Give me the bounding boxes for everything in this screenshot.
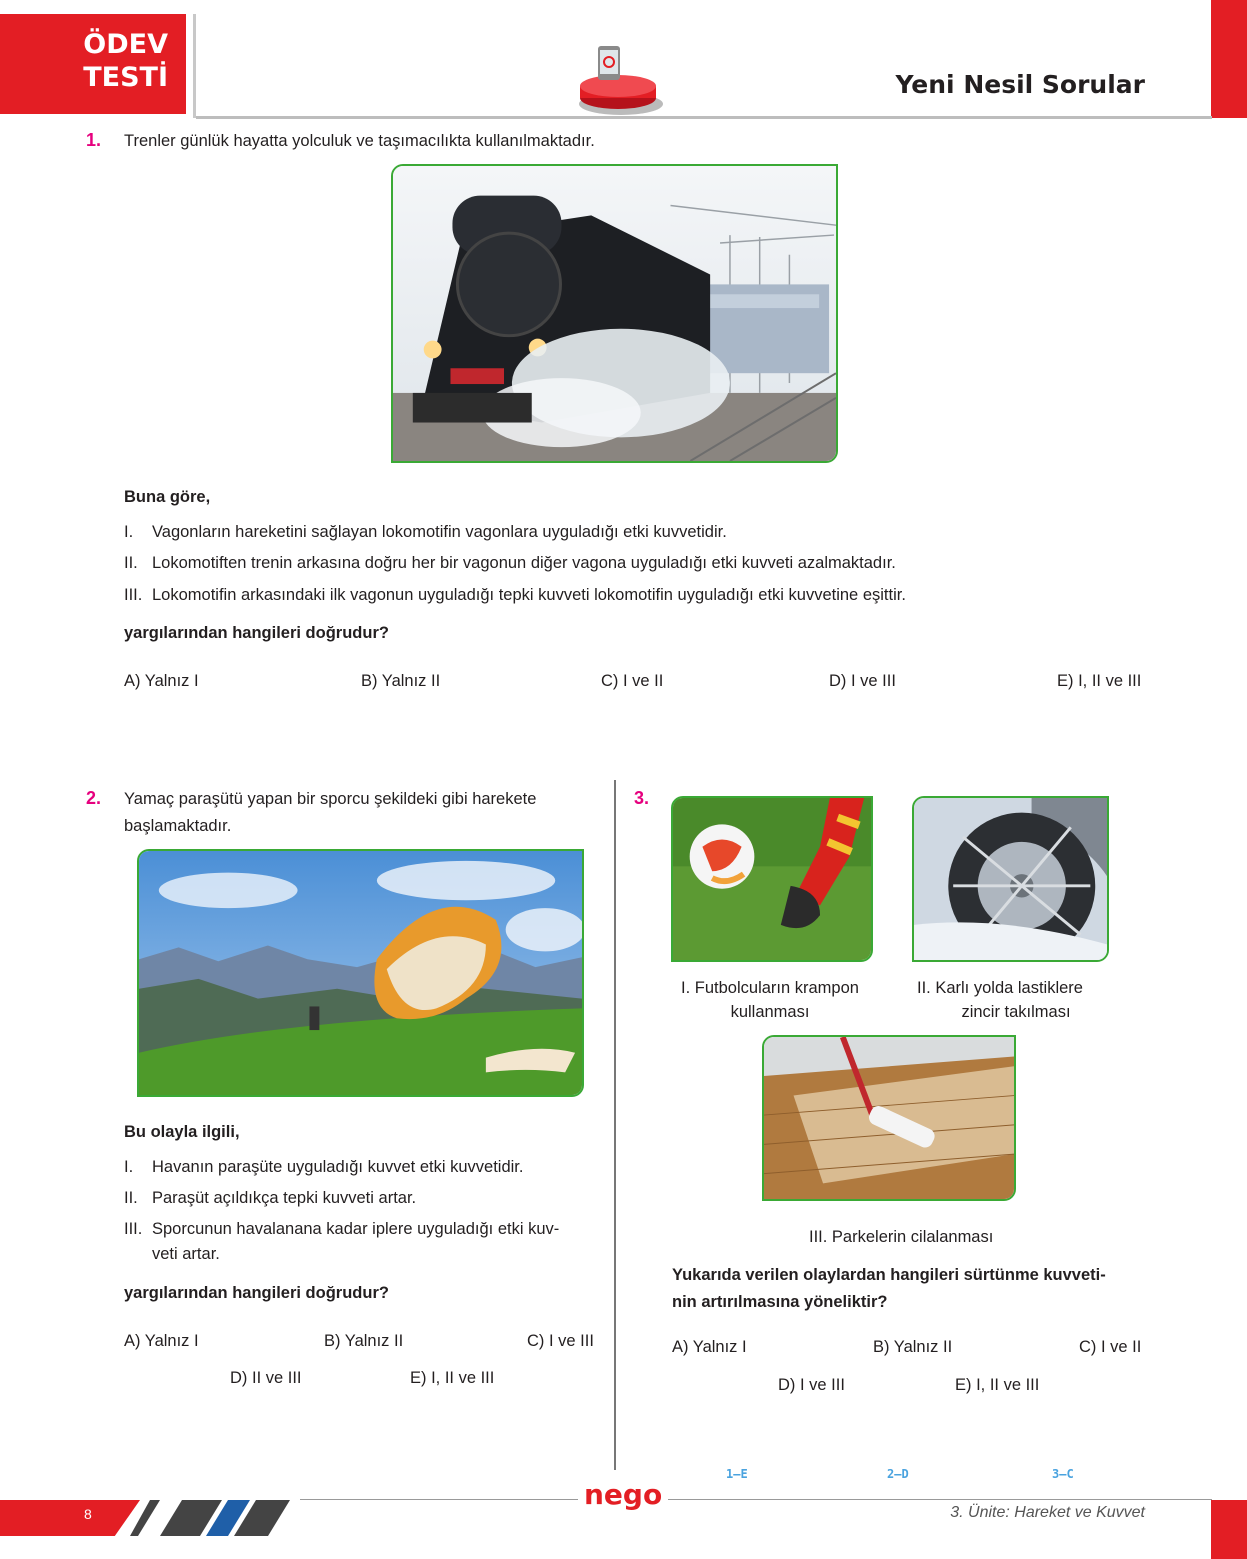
q2-question: yargılarından hangileri doğrudur? [124, 1284, 389, 1302]
q1-number: 1. [86, 130, 102, 150]
publisher-logo: nego [578, 1478, 668, 1511]
page-number-tab [0, 1500, 140, 1536]
top-red-bar [1211, 0, 1247, 118]
q2-option-c[interactable]: C) I ve III [527, 1332, 594, 1350]
badge-line-2: TESTİ [83, 62, 168, 93]
q3-option-b[interactable]: B) Yalnız II [873, 1338, 953, 1356]
q1-statement-1-text: Vagonların hareketini sağlayan lokomotifin vagonlara uyguladığı etki kuvvetidir. [152, 523, 727, 541]
q3-option-c[interactable]: C) I ve II [1079, 1338, 1142, 1356]
q2-statement-2-text: Paraşüt açıldıkça tepki kuvveti artar. [152, 1189, 417, 1207]
q1-option-a[interactable]: A) Yalnız I [124, 672, 199, 690]
q1-statement-3 [124, 584, 906, 606]
q1-roman-1: I. [124, 523, 134, 541]
answer-key-1: 1–E [726, 1467, 748, 1481]
q3-football-photo [671, 796, 873, 962]
q2-roman-1: I. [124, 1158, 134, 1176]
q2-statement-1 [124, 1156, 523, 1178]
q1-statement-2-text: Lokomotiften trenin arkasına doğru her bir vagonun diğer vagona uyguladığı etki kuvveti azalmaktadır. [152, 554, 896, 572]
q1-option-b[interactable]: B) Yalnız II [361, 672, 441, 690]
q2-statement-3 [124, 1218, 559, 1240]
q3-caption-3: III. Parkelerin cilalanması [809, 1228, 994, 1246]
q2-option-d[interactable]: D) II ve III [230, 1369, 302, 1387]
q3-option-e[interactable]: E) I, II ve III [955, 1376, 1040, 1394]
q1-statement-3-text: Lokomotifin arkasındaki ilk vagonun uyguladığı tepki kuvveti lokomotifin uyguladığı etki kuvvetine eşittir. [152, 586, 906, 604]
q2-lead: Bu olayla ilgili, [124, 1123, 240, 1141]
q1-roman-3: III. [124, 586, 143, 604]
q1-lead: Buna göre, [124, 488, 211, 506]
q3-option-d[interactable]: D) I ve III [778, 1376, 845, 1394]
q1-question: yargılarından hangileri doğrudur? [124, 624, 389, 642]
q3-question-line-2: nin artırılmasına yöneliktir? [672, 1293, 888, 1311]
q3-option-a[interactable]: A) Yalnız I [672, 1338, 747, 1356]
header-rule [196, 116, 1212, 119]
answer-key-3: 3–C [1052, 1467, 1074, 1481]
q2-paraglider-photo [137, 849, 584, 1097]
page-number: 8 [84, 1506, 92, 1522]
footer-rule [300, 1499, 1212, 1500]
q3-snow-chain-photo [912, 796, 1109, 962]
column-divider [614, 780, 616, 1470]
q2-statement-1-text: Havanın paraşüte uyguladığı kuvvet etki kuvvetidir. [152, 1158, 524, 1176]
q3-caption-1-line-2: kullanması [730, 1003, 810, 1021]
q2-option-a[interactable]: A) Yalnız I [124, 1332, 199, 1350]
q2-roman-2: II. [124, 1189, 138, 1207]
q1-option-c[interactable]: C) I ve II [601, 672, 664, 690]
q3-floor-polish-photo [762, 1035, 1016, 1201]
answer-key-2: 2–D [887, 1467, 909, 1481]
q2-statement-3-cont: veti artar. [152, 1245, 220, 1263]
q3-caption-1-line-1: I. Futbolcuların krampon [681, 979, 859, 997]
q3-number: 3. [634, 788, 650, 808]
test-badge [0, 14, 186, 114]
q2-number: 2. [86, 788, 102, 808]
q1-statement-2 [124, 552, 896, 574]
q2-statement-2 [124, 1187, 416, 1209]
q1-option-d[interactable]: D) I ve III [829, 672, 896, 690]
q1-option-e[interactable]: E) I, II ve III [1057, 672, 1142, 690]
q2-stem-line-2: başlamaktadır. [124, 817, 232, 835]
q3-caption-2-line-1: II. Karlı yolda lastiklere [917, 979, 1083, 997]
mobile-question-icon [578, 44, 664, 116]
q1-stem: Trenler günlük hayatta yolculuk ve taşımacılıkta kullanılmaktadır. [124, 132, 595, 150]
header-title: Yeni Nesil Sorular [895, 70, 1145, 99]
q2-option-e[interactable]: E) I, II ve III [410, 1369, 495, 1387]
q3-question-line-1: Yukarıda verilen olaylardan hangileri sürtünme kuvveti- [672, 1266, 1106, 1284]
badge-line-1: ÖDEV [83, 29, 168, 60]
q1-roman-2: II. [124, 554, 138, 572]
q2-roman-3: III. [124, 1220, 143, 1238]
bottom-red-bar [1211, 1500, 1247, 1559]
q2-stem-line-1: Yamaç paraşütü yapan bir sporcu şekildeki gibi harekete [124, 790, 537, 808]
q2-statement-3-text: Sporcunun havalanana kadar iplere uyguladığı etki kuv- [152, 1220, 560, 1238]
q2-option-b[interactable]: B) Yalnız II [324, 1332, 404, 1350]
footer-unit-title: 3. Ünite: Hareket ve Kuvvet [950, 1504, 1145, 1521]
badge-divider [193, 14, 196, 118]
q1-statement-1 [124, 521, 727, 543]
footer-stripes [130, 1500, 300, 1536]
q1-train-photo [391, 164, 838, 463]
q3-caption-2-line-2: zincir takılması [961, 1003, 1071, 1021]
